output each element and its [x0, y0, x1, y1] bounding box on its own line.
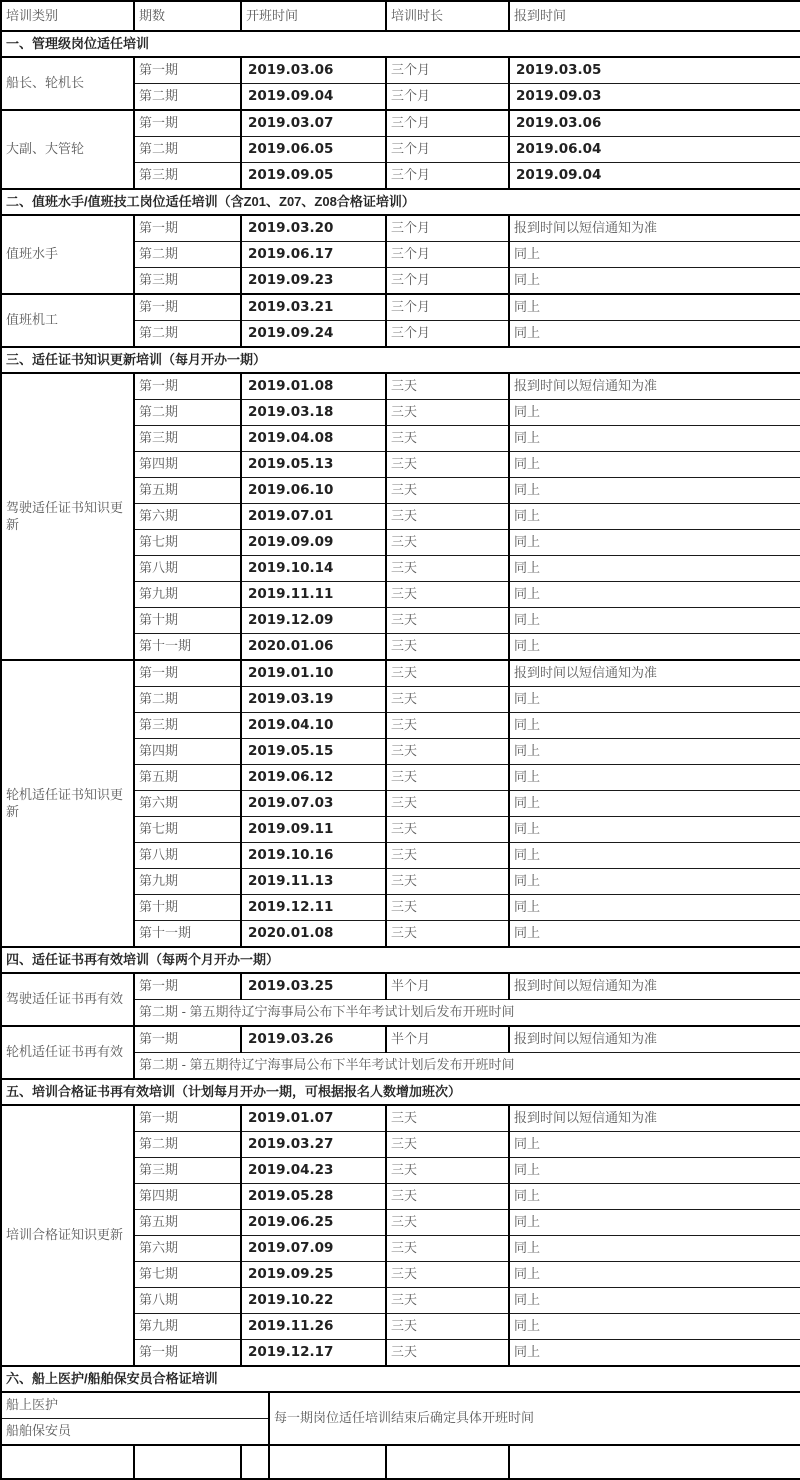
period-cell: 第二期 — [134, 242, 241, 268]
duration-cell: 三个月 — [386, 321, 509, 348]
duration-cell: 三个月 — [386, 110, 509, 137]
table-row — [1, 1392, 800, 1419]
start-date-cell: 2019.09.05 — [241, 163, 386, 190]
report-cell: 2019.03.06 — [509, 110, 800, 137]
start-date-cell: 2019.10.16 — [241, 843, 386, 869]
period-cell: 第五期 — [134, 1210, 241, 1236]
duration-cell: 三天 — [386, 791, 509, 817]
period-cell: 第八期 — [134, 843, 241, 869]
duration-cell: 三天 — [386, 452, 509, 478]
category-cell: 船长、轮机长 — [1, 57, 134, 110]
period-cell: 第二期 — [134, 321, 241, 348]
period-cell: 第一期 — [134, 1340, 241, 1367]
period-cell: 第九期 — [134, 582, 241, 608]
start-date-cell: 2019.06.17 — [241, 242, 386, 268]
start-date-cell: 2019.03.06 — [241, 57, 386, 84]
report-cell: 同上 — [509, 1132, 800, 1158]
report-cell: 同上 — [509, 242, 800, 268]
report-cell: 2019.09.03 — [509, 84, 800, 111]
period-cell: 第二期 — [134, 687, 241, 713]
period-cell: 第十期 — [134, 895, 241, 921]
duration-cell: 三天 — [386, 582, 509, 608]
period-cell: 第三期 — [134, 426, 241, 452]
duration-cell: 三天 — [386, 895, 509, 921]
report-cell: 报到时间以短信通知为准 — [509, 660, 800, 687]
report-cell: 报到时间以短信通知为准 — [509, 1105, 800, 1132]
start-date-cell: 2019.01.08 — [241, 373, 386, 400]
start-date-cell: 2019.03.21 — [241, 294, 386, 321]
report-cell: 2019.09.04 — [509, 163, 800, 190]
start-date-cell: 2019.04.08 — [241, 426, 386, 452]
category-cell: 轮机适任证书再有效 — [1, 1026, 134, 1079]
category-cell: 培训合格证知识更新 — [1, 1105, 134, 1366]
period-cell: 第三期 — [134, 1158, 241, 1184]
period-cell: 第二期 — [134, 84, 241, 111]
empty-cell — [1, 1445, 134, 1479]
report-cell: 同上 — [509, 452, 800, 478]
start-date-cell: 2019.12.17 — [241, 1340, 386, 1367]
duration-cell: 三天 — [386, 843, 509, 869]
report-cell: 同上 — [509, 843, 800, 869]
duration-cell: 三天 — [386, 739, 509, 765]
duration-cell: 三天 — [386, 817, 509, 843]
category-cell: 驾驶适任证书再有效 — [1, 973, 134, 1026]
report-cell: 同上 — [509, 687, 800, 713]
report-cell: 同上 — [509, 765, 800, 791]
duration-cell: 三天 — [386, 400, 509, 426]
period-cell: 第六期 — [134, 1236, 241, 1262]
report-cell: 同上 — [509, 817, 800, 843]
period-cell: 第一期 — [134, 1105, 241, 1132]
column-header-duration: 培训时长 — [386, 1, 509, 31]
start-date-cell: 2019.11.13 — [241, 869, 386, 895]
table-body — [1, 31, 800, 1479]
start-date-cell: 2019.03.19 — [241, 687, 386, 713]
start-date-cell: 2019.05.15 — [241, 739, 386, 765]
start-date-cell: 2019.07.03 — [241, 791, 386, 817]
duration-cell: 三天 — [386, 1210, 509, 1236]
start-date-cell: 2019.10.22 — [241, 1288, 386, 1314]
period-cell: 第一期 — [134, 57, 241, 84]
duration-cell: 三天 — [386, 504, 509, 530]
empty-cell — [386, 1445, 509, 1479]
start-date-cell: 2019.01.07 — [241, 1105, 386, 1132]
report-cell: 报到时间以短信通知为准 — [509, 373, 800, 400]
duration-cell: 三天 — [386, 869, 509, 895]
notice-cell: 第二期 - 第五期待辽宁海事局公布下半年考试计划后发布开班时间 — [134, 1053, 800, 1080]
period-cell: 第九期 — [134, 869, 241, 895]
report-cell: 同上 — [509, 268, 800, 295]
period-cell: 第四期 — [134, 739, 241, 765]
empty-row — [1, 1445, 800, 1479]
section-title-row — [1, 189, 800, 215]
section-title: 五、培训合格证书再有效培训（计划每月开办一期，可根据报名人数增加班次） — [1, 1079, 800, 1105]
start-date-cell: 2019.10.14 — [241, 556, 386, 582]
period-cell: 第一期 — [134, 373, 241, 400]
period-cell: 第一期 — [134, 1026, 241, 1053]
start-date-cell: 2019.09.09 — [241, 530, 386, 556]
period-cell: 第二期 — [134, 400, 241, 426]
start-date-cell: 2019.04.23 — [241, 1158, 386, 1184]
start-date-cell: 2019.09.23 — [241, 268, 386, 295]
duration-cell: 三天 — [386, 530, 509, 556]
duration-cell: 三天 — [386, 1236, 509, 1262]
report-cell: 同上 — [509, 556, 800, 582]
column-header-category: 培训类别 — [1, 1, 134, 31]
section-title: 二、值班水手/值班技工岗位适任培训（含Z01、Z07、Z08合格证培训） — [1, 189, 800, 215]
duration-cell: 三天 — [386, 921, 509, 948]
section-title: 六、船上医护/船舶保安员合格证培训 — [1, 1366, 800, 1392]
category-cell: 驾驶适任证书知识更新 — [1, 373, 134, 660]
start-date-cell: 2019.07.09 — [241, 1236, 386, 1262]
table-header — [1, 1, 800, 31]
table-row — [1, 57, 800, 84]
period-cell: 第一期 — [134, 973, 241, 1000]
duration-cell: 三天 — [386, 556, 509, 582]
duration-cell: 三天 — [386, 1314, 509, 1340]
period-cell: 第七期 — [134, 530, 241, 556]
period-cell: 第二期 — [134, 137, 241, 163]
start-date-cell: 2019.12.09 — [241, 608, 386, 634]
report-cell: 同上 — [509, 321, 800, 348]
notice-cell: 第二期 - 第五期待辽宁海事局公布下半年考试计划后发布开班时间 — [134, 1000, 800, 1027]
duration-cell: 三天 — [386, 426, 509, 452]
start-date-cell: 2020.01.08 — [241, 921, 386, 948]
duration-cell: 三天 — [386, 634, 509, 661]
duration-cell: 半个月 — [386, 973, 509, 1000]
table-row — [1, 660, 800, 687]
report-cell: 同上 — [509, 791, 800, 817]
table-row — [1, 973, 800, 1000]
section-title-row — [1, 1079, 800, 1105]
report-cell: 同上 — [509, 1288, 800, 1314]
section-title-row — [1, 1366, 800, 1392]
empty-cell — [134, 1445, 241, 1479]
category-cell: 船上医护 — [1, 1392, 269, 1419]
report-cell: 同上 — [509, 582, 800, 608]
duration-cell: 三个月 — [386, 84, 509, 111]
period-cell: 第一期 — [134, 294, 241, 321]
start-date-cell: 2019.06.12 — [241, 765, 386, 791]
start-date-cell: 2019.03.26 — [241, 1026, 386, 1053]
category-cell: 船舶保安员 — [1, 1419, 269, 1446]
period-cell: 第三期 — [134, 713, 241, 739]
table-row — [1, 215, 800, 242]
column-header-period: 期数 — [134, 1, 241, 31]
report-cell: 同上 — [509, 530, 800, 556]
report-cell: 同上 — [509, 294, 800, 321]
report-cell: 2019.06.04 — [509, 137, 800, 163]
report-cell: 同上 — [509, 1314, 800, 1340]
period-cell: 第四期 — [134, 452, 241, 478]
duration-cell: 三天 — [386, 373, 509, 400]
duration-cell: 三个月 — [386, 215, 509, 242]
period-cell: 第四期 — [134, 1184, 241, 1210]
start-date-cell: 2019.09.24 — [241, 321, 386, 348]
report-cell: 同上 — [509, 895, 800, 921]
report-cell: 2019.03.05 — [509, 57, 800, 84]
duration-cell: 三个月 — [386, 163, 509, 190]
category-cell: 值班水手 — [1, 215, 134, 294]
report-cell: 同上 — [509, 1184, 800, 1210]
report-cell: 同上 — [509, 1262, 800, 1288]
start-date-cell: 2020.01.06 — [241, 634, 386, 661]
duration-cell: 三天 — [386, 1158, 509, 1184]
table-row — [1, 373, 800, 400]
empty-cell — [241, 1445, 269, 1479]
duration-cell: 三天 — [386, 1340, 509, 1367]
section-title: 三、适任证书知识更新培训（每月开办一期） — [1, 347, 800, 373]
start-date-cell: 2019.11.26 — [241, 1314, 386, 1340]
duration-cell: 三天 — [386, 687, 509, 713]
start-date-cell: 2019.06.25 — [241, 1210, 386, 1236]
report-cell: 同上 — [509, 1210, 800, 1236]
category-cell: 值班机工 — [1, 294, 134, 347]
start-date-cell: 2019.06.05 — [241, 137, 386, 163]
merged-note-cell: 每一期岗位适任培训结束后确定具体开班时间 — [269, 1392, 800, 1445]
section-title: 四、适任证书再有效培训（每两个月开办一期） — [1, 947, 800, 973]
duration-cell: 三天 — [386, 660, 509, 687]
duration-cell: 三天 — [386, 1132, 509, 1158]
section-title: 一、管理级岗位适任培训 — [1, 31, 800, 57]
period-cell: 第十一期 — [134, 921, 241, 948]
start-date-cell: 2019.03.27 — [241, 1132, 386, 1158]
period-cell: 第七期 — [134, 1262, 241, 1288]
start-date-cell: 2019.09.25 — [241, 1262, 386, 1288]
period-cell: 第十一期 — [134, 634, 241, 661]
start-date-cell: 2019.04.10 — [241, 713, 386, 739]
category-cell: 轮机适任证书知识更新 — [1, 660, 134, 947]
start-date-cell: 2019.03.25 — [241, 973, 386, 1000]
duration-cell: 三天 — [386, 1105, 509, 1132]
start-date-cell: 2019.05.28 — [241, 1184, 386, 1210]
period-cell: 第二期 — [134, 1132, 241, 1158]
duration-cell: 三天 — [386, 1288, 509, 1314]
duration-cell: 三天 — [386, 713, 509, 739]
column-header-report: 报到时间 — [509, 1, 800, 31]
report-cell: 同上 — [509, 478, 800, 504]
start-date-cell: 2019.05.13 — [241, 452, 386, 478]
period-cell: 第八期 — [134, 1288, 241, 1314]
section-title-row — [1, 347, 800, 373]
report-cell: 同上 — [509, 1236, 800, 1262]
duration-cell: 半个月 — [386, 1026, 509, 1053]
report-cell: 报到时间以短信通知为准 — [509, 973, 800, 1000]
duration-cell: 三个月 — [386, 57, 509, 84]
report-cell: 同上 — [509, 921, 800, 948]
period-cell: 第十期 — [134, 608, 241, 634]
start-date-cell: 2019.03.18 — [241, 400, 386, 426]
start-date-cell: 2019.12.11 — [241, 895, 386, 921]
report-cell: 同上 — [509, 1158, 800, 1184]
report-cell: 同上 — [509, 504, 800, 530]
period-cell: 第九期 — [134, 1314, 241, 1340]
duration-cell: 三天 — [386, 608, 509, 634]
report-cell: 报到时间以短信通知为准 — [509, 1026, 800, 1053]
column-header-start: 开班时间 — [241, 1, 386, 31]
duration-cell: 三个月 — [386, 294, 509, 321]
period-cell: 第一期 — [134, 660, 241, 687]
start-date-cell: 2019.01.10 — [241, 660, 386, 687]
start-date-cell: 2019.09.04 — [241, 84, 386, 111]
duration-cell: 三个月 — [386, 242, 509, 268]
report-cell: 同上 — [509, 739, 800, 765]
section-title-row — [1, 947, 800, 973]
duration-cell: 三天 — [386, 478, 509, 504]
period-cell: 第一期 — [134, 215, 241, 242]
report-cell: 同上 — [509, 713, 800, 739]
table-row — [1, 110, 800, 137]
start-date-cell: 2019.06.10 — [241, 478, 386, 504]
period-cell: 第八期 — [134, 556, 241, 582]
duration-cell: 三天 — [386, 765, 509, 791]
table-row — [1, 1026, 800, 1053]
report-cell: 同上 — [509, 400, 800, 426]
period-cell: 第三期 — [134, 268, 241, 295]
start-date-cell: 2019.03.07 — [241, 110, 386, 137]
empty-cell — [269, 1445, 386, 1479]
empty-cell — [509, 1445, 800, 1479]
section-title-row — [1, 31, 800, 57]
period-cell: 第五期 — [134, 765, 241, 791]
report-cell: 同上 — [509, 634, 800, 661]
start-date-cell: 2019.11.11 — [241, 582, 386, 608]
period-cell: 第三期 — [134, 163, 241, 190]
period-cell: 第五期 — [134, 478, 241, 504]
start-date-cell: 2019.03.20 — [241, 215, 386, 242]
period-cell: 第六期 — [134, 504, 241, 530]
table-row — [1, 1105, 800, 1132]
duration-cell: 三天 — [386, 1262, 509, 1288]
duration-cell: 三个月 — [386, 268, 509, 295]
start-date-cell: 2019.07.01 — [241, 504, 386, 530]
duration-cell: 三个月 — [386, 137, 509, 163]
period-cell: 第一期 — [134, 110, 241, 137]
duration-cell: 三天 — [386, 1184, 509, 1210]
period-cell: 第七期 — [134, 817, 241, 843]
table-row — [1, 294, 800, 321]
report-cell: 同上 — [509, 426, 800, 452]
report-cell: 报到时间以短信通知为准 — [509, 215, 800, 242]
report-cell: 同上 — [509, 869, 800, 895]
report-cell: 同上 — [509, 608, 800, 634]
header-row — [1, 1, 800, 31]
start-date-cell: 2019.09.11 — [241, 817, 386, 843]
period-cell: 第六期 — [134, 791, 241, 817]
category-cell: 大副、大管轮 — [1, 110, 134, 189]
report-cell: 同上 — [509, 1340, 800, 1367]
